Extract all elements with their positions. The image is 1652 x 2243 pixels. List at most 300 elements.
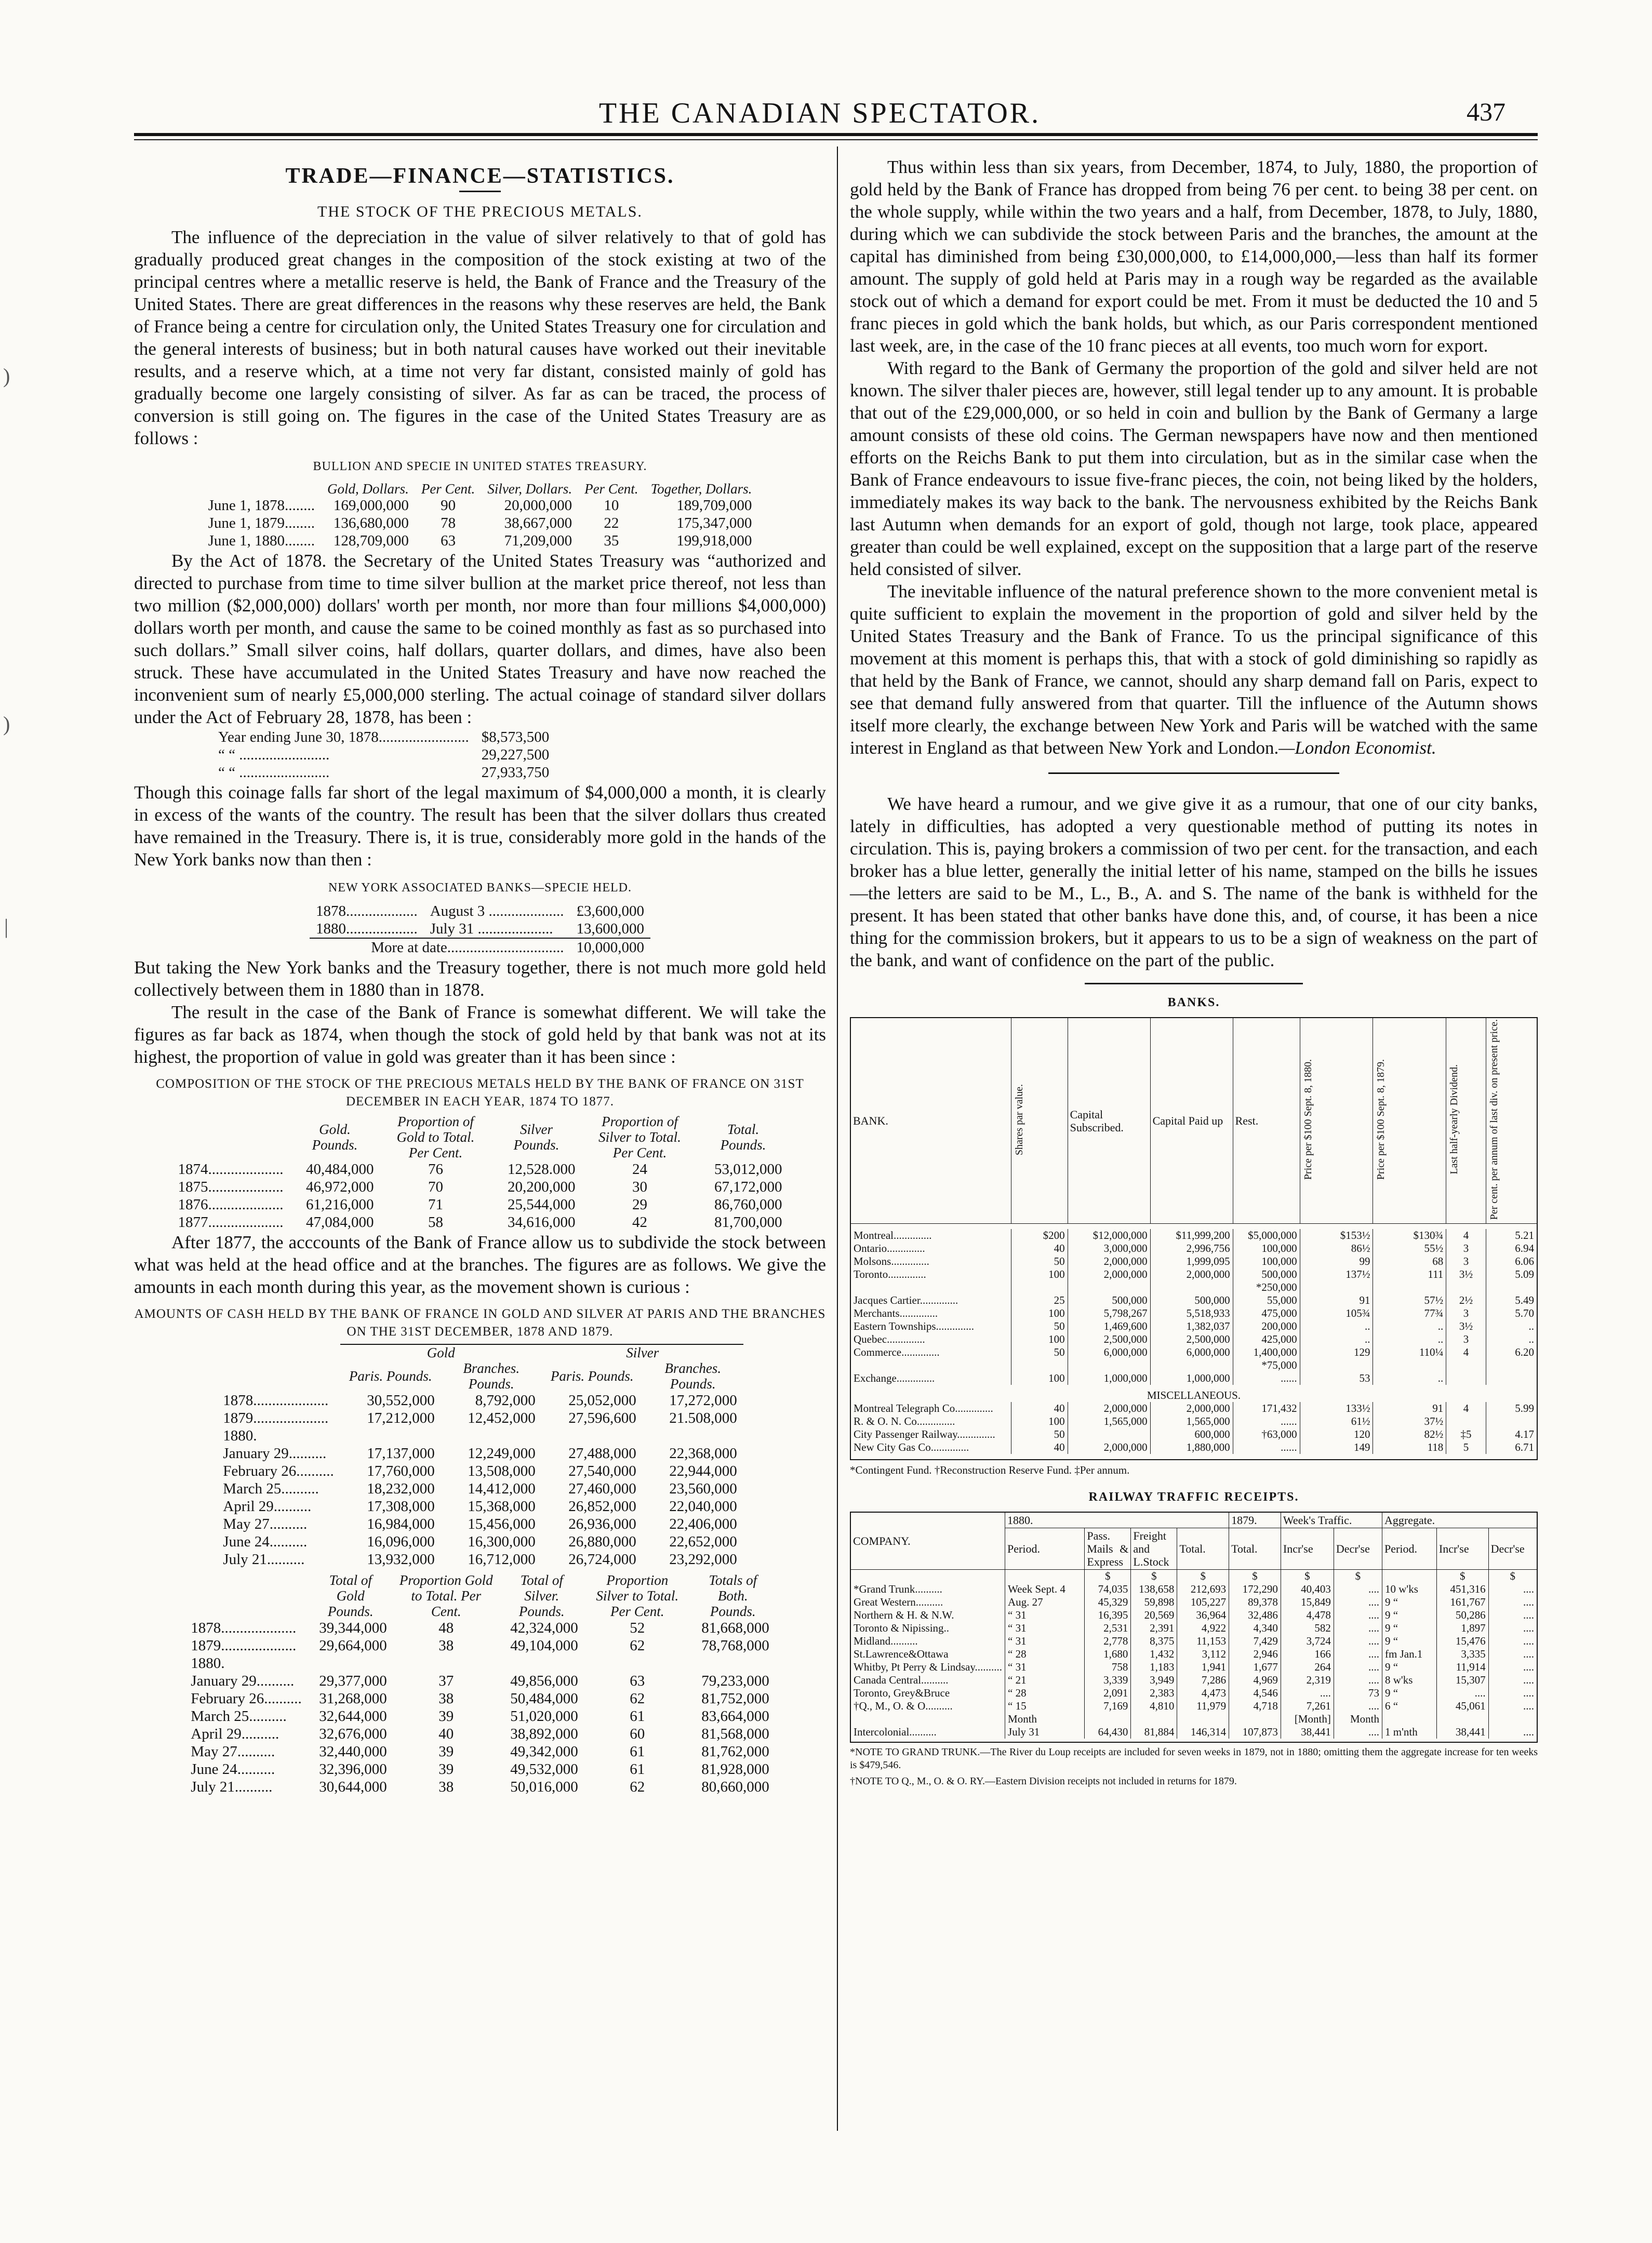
table-cell: .... — [1281, 1687, 1334, 1700]
table-cell: 2,391 — [1131, 1622, 1177, 1635]
table-cell: “ “ ........................ — [218, 764, 330, 781]
table-cell: 14,412,000 — [468, 1480, 536, 1497]
table-cell: 52 — [630, 1620, 645, 1636]
table-cell: 3,112 — [1177, 1648, 1229, 1661]
table-cell: 1875.................... — [178, 1179, 284, 1195]
table-cell: 1,680 — [1085, 1648, 1131, 1661]
table-cell — [1068, 1281, 1150, 1294]
table-group-row — [217, 1344, 743, 1360]
table-cell: 172,290 — [1229, 1583, 1281, 1596]
table-cell: 2,319 — [1281, 1674, 1334, 1687]
table-cell: 25,052,000 — [568, 1392, 636, 1409]
table-cell: 6,000,000 — [1068, 1346, 1150, 1359]
table-row — [850, 1713, 1537, 1726]
table-cell: 38 — [438, 1690, 454, 1707]
table-cell: 38 — [438, 1637, 454, 1654]
table-cell: 4,478 — [1281, 1609, 1334, 1622]
table-row — [850, 1320, 1537, 1333]
table-cell: 27,488,000 — [568, 1445, 636, 1462]
table-cell — [584, 1654, 690, 1672]
table-cell: 38,667,000 — [504, 515, 572, 531]
table-cell: 68 — [1373, 1255, 1446, 1268]
table-cell: 12,528.000 — [508, 1161, 576, 1178]
column-header: Total. Pounds. — [720, 1122, 766, 1153]
table-row — [850, 1622, 1537, 1635]
table-cell: 22,040,000 — [669, 1498, 737, 1515]
paragraph: With regard to the Bank of Germany the proportion of the gold and silver held are not known. The silver thaler pieces are, however, still legal tender up to any amount. It is probable that out of the £29,000,000, or so held in coin and bullion by the Bank of Germany a large amount consists of these old coins. The German newspapers have now and then mentioned efforts on the Reichs Bank to put them into circulation, but as in the similar case when the Bank of France endeavours to issue five-franc pieces, the coin, not being liked by the holders, immediately makes its way back to the bank. The nervousness exhibited by the Reichs Bank last Autumn when demands for an export of gold, though not large, took place, appeared greater than could be well explained, except on the supposition that a large part of the reserve held consisted of silver. — [850, 358, 1538, 579]
right-column — [850, 156, 1538, 1791]
table-cell: 5.99 — [1486, 1402, 1537, 1415]
table-row — [850, 1726, 1537, 1739]
table-cell: $11,999,200 — [1150, 1229, 1233, 1242]
table-cell: 36,964 — [1177, 1609, 1229, 1622]
treasury-table — [202, 481, 758, 550]
table-row — [850, 1242, 1537, 1255]
table-cell: 4,810 — [1131, 1700, 1177, 1713]
table-cell: Great Western.......... — [850, 1596, 1005, 1609]
table-cell — [1150, 1281, 1233, 1294]
table-cell: 29,664,000 — [319, 1637, 387, 1654]
table-cell: $12,000,000 — [1068, 1229, 1150, 1242]
table-cell: $ — [1177, 1570, 1229, 1583]
table-cell: 99 — [1300, 1255, 1373, 1268]
table-row — [850, 1359, 1537, 1372]
table-cell: 2,091 — [1085, 1687, 1131, 1700]
table-cell: Montreal.............. — [850, 1229, 1011, 1242]
paragraph: By the Act of 1878. the Secretary of the United States Treasury was “authorized and directed to purchase from time to time silver bullion at the market price thereof, not less than two million ($2,000,000) dollars' worth per month, nor more than four millions $4,000,000) dollars worth per month, and cause the same to be coined monthly as fast as so purchased into such dollars.” Small silver coins, half dollars, quarter dollars, and dimes, have also been struck. These have accumulated in the United States Treasury and have now reached the inconvenient sum of nearly £5,000,000 sterling. The actual coinage of standard silver dollars under the Act of February 28, 1878, has been : — [134, 551, 826, 727]
table-cell: .. — [1486, 1320, 1537, 1333]
table-cell: 451,316 — [1436, 1583, 1488, 1596]
table-cell: 50,016,000 — [510, 1779, 578, 1795]
table-row — [217, 1498, 743, 1515]
table-cell: 77¾ — [1373, 1307, 1446, 1320]
table-row — [850, 1255, 1537, 1268]
table-cell — [308, 1654, 393, 1672]
table-cell: May 27.......... — [191, 1743, 275, 1760]
table-cell: Northern & H. & N.W. — [850, 1609, 1005, 1622]
column-header: Capital Subscribed. — [1068, 1018, 1150, 1224]
table-cell: 4 — [1446, 1229, 1486, 1242]
table-cell: 5,518,933 — [1150, 1307, 1233, 1320]
column-header: Total. — [1229, 1528, 1281, 1570]
column-header: Incr'se — [1436, 1528, 1488, 1570]
table-cell: 166 — [1281, 1648, 1334, 1661]
table-cell: February 26.......... — [223, 1463, 334, 1479]
table-cell: “ 31 — [1005, 1622, 1085, 1635]
column-header — [184, 1572, 308, 1619]
table-cell: 146,314 — [1177, 1726, 1229, 1739]
table-row — [850, 1268, 1537, 1281]
table-row — [172, 1213, 789, 1231]
table-cell: 29,377,000 — [319, 1673, 387, 1689]
railway-table — [850, 1512, 1538, 1743]
column-header: Proportion of Gold to Total. Per Cent. — [396, 1114, 475, 1160]
column-header: Pass. Mails & Express — [1085, 1528, 1131, 1570]
table-cell: Canada Central.......... — [850, 1674, 1005, 1687]
table-cell: 81,668,000 — [701, 1620, 769, 1636]
table-cell: Exchange.............. — [850, 1372, 1011, 1385]
table-cell: 5.49 — [1486, 1294, 1537, 1307]
table-cell: 9 “ — [1382, 1622, 1437, 1635]
table-cell: 1879.................... — [191, 1637, 297, 1654]
column-header: Per Cent. — [421, 481, 475, 497]
table-cell — [1436, 1713, 1488, 1726]
table-cell: 11,153 — [1177, 1635, 1229, 1648]
table-cell: 111 — [1373, 1268, 1446, 1281]
table-cell — [441, 1427, 542, 1445]
table-cell: 26,724,000 — [568, 1551, 636, 1568]
table-cell: 61½ — [1300, 1415, 1373, 1428]
rail-table-caption: RAILWAY TRAFFIC RECEIPTS. — [1088, 1490, 1299, 1504]
table-cell: 9 “ — [1382, 1596, 1437, 1609]
table-cell: 50 — [1011, 1255, 1068, 1268]
table-row — [850, 1428, 1537, 1441]
table-cell: Toronto, Grey&Bruce — [850, 1687, 1005, 1700]
page-header — [134, 97, 1506, 128]
bank-of-france-table — [172, 1114, 789, 1231]
table-cell: “ 31 — [1005, 1635, 1085, 1648]
paragraph-text: The inevitable influence of the natural preference shown to the more convenient metal is quite sufficient to explain the movement in the proportion of gold and silver held by the United States Treasury and the Bank of France. To us the principal significance of this movement at this moment is perhaps this, that with a stock of gold diminishing so rapidly as that held by the Bank of France, we cannot, should any sharp demand fall on Paris, expect to see that demand fully answered from that quarter. Till the influence of the Autumn shows itself more clearly, the exchange between New York and Paris will be watched with the same interest in England as that between New York and London. — [850, 581, 1538, 758]
table-cell: 189,709,000 — [676, 497, 752, 514]
table-cell: 70 — [428, 1179, 443, 1195]
table-cell: 40 — [1011, 1441, 1068, 1454]
table-cell — [1486, 1281, 1537, 1294]
column-header — [217, 1360, 340, 1392]
table-cell: 1879.................... — [223, 1410, 329, 1426]
column-header: Incr'se — [1281, 1528, 1334, 1570]
table-cell — [850, 1570, 1005, 1583]
table-cell: 129 — [1300, 1346, 1373, 1359]
table-cell: Montreal Telegraph Co.............. — [850, 1402, 1011, 1415]
table-row — [850, 1402, 1537, 1415]
table-cell: 15,849 — [1281, 1596, 1334, 1609]
column-header — [172, 1114, 290, 1160]
table-cell: 2,531 — [1085, 1622, 1131, 1635]
table-cell: 199,918,000 — [676, 532, 752, 549]
table-cell: 5.70 — [1486, 1307, 1537, 1320]
table-row — [850, 1385, 1537, 1402]
table-cell: May 27.......... — [223, 1516, 308, 1532]
table-cell: 17,308,000 — [367, 1498, 435, 1515]
table-cell: 64,430 — [1085, 1726, 1131, 1739]
table-cell: 26,852,000 — [568, 1498, 636, 1515]
column-divider — [837, 146, 838, 2131]
table-cell: ...... — [1233, 1415, 1300, 1428]
banks-table-caption: BANKS. — [1167, 996, 1220, 1009]
table-cell: 16,712,000 — [468, 1551, 536, 1568]
table-header-row — [202, 481, 758, 497]
table-cell: 26,880,000 — [568, 1533, 636, 1550]
table-cell: 22,652,000 — [669, 1533, 737, 1550]
column-header: Decr'se — [1488, 1528, 1537, 1570]
table-cell: 4,340 — [1229, 1622, 1281, 1635]
table-cell — [542, 1427, 643, 1445]
table-row — [184, 1690, 775, 1707]
table-cell: Month — [1005, 1713, 1085, 1726]
table-row — [850, 1294, 1537, 1307]
table-cell: Ontario.............. — [850, 1242, 1011, 1255]
table-row — [850, 1441, 1537, 1454]
table-cell: 3,949 — [1131, 1674, 1177, 1687]
table-cell: 27,540,000 — [568, 1463, 636, 1479]
table-cell: R. & O. N. Co.............. — [850, 1415, 1011, 1428]
table-cell: Eastern Townships.............. — [850, 1320, 1011, 1333]
column-header: Totals of Both. Pounds. — [709, 1572, 757, 1619]
column-header: Proportion Gold to Total. Per Cent. — [399, 1572, 493, 1619]
table-cell: 3,000,000 — [1068, 1242, 1150, 1255]
table-cell: £3,600,000 — [576, 903, 645, 919]
table-cell: 1880................... — [315, 920, 418, 937]
table-row — [212, 764, 555, 781]
table-row — [217, 1515, 743, 1533]
table-cell: 15,368,000 — [468, 1498, 536, 1515]
table-cell: $153½ — [1300, 1229, 1373, 1242]
table-cell: 67,172,000 — [714, 1179, 782, 1195]
table-row — [184, 1707, 775, 1725]
table-cell: 63 — [630, 1673, 645, 1689]
table-header-row — [217, 1360, 743, 1392]
table-cell: 79,233,000 — [701, 1673, 769, 1689]
table-cell: 5,798,267 — [1068, 1307, 1150, 1320]
table-cell: 500,000 — [1233, 1268, 1300, 1281]
table-caption: NEW YORK ASSOCIATED BANKS—SPECIE HELD. — [328, 881, 632, 894]
table-cell: 49,532,000 — [510, 1761, 578, 1778]
column-header: Rest. — [1233, 1018, 1300, 1224]
table-cell: 32,440,000 — [319, 1743, 387, 1760]
table-cell: 22 — [604, 515, 619, 531]
table-cell: 20,569 — [1131, 1609, 1177, 1622]
table-cell: 62 — [630, 1690, 645, 1707]
table-cell: 15,456,000 — [468, 1516, 536, 1532]
table-cell: 23,292,000 — [669, 1551, 737, 1568]
paragraph: Thus within less than six years, from December, 1874, to July, 1880, the proportion of gold held by the Bank of France has dropped from being 76 per cent. to being 38 per cent. on the whole supply, while within the two years and a half, from December, 1878, to July, 1880, during which we can subdivide the stock between Paris and the branches, the amount at the capital has diminished from being £30,000,000, to £14,000,000,—less than half its former amount. The supply of gold held at Paris may in a rough way be regarded as the available stock out of which a demand for export could be met. From it must be deducted the 10 and 5 franc pieces in gold which the bank holds, but which, as our Paris correspondent mentioned last week, are, in the case of the 10 franc pieces at all events, too much worn for export. — [850, 157, 1538, 356]
column-header: Capital Paid up — [1150, 1018, 1233, 1224]
table-cell: July 21.......... — [191, 1779, 273, 1795]
table-cell: 138,658 — [1131, 1583, 1177, 1596]
table-cell: 83,664,000 — [701, 1708, 769, 1725]
table-cell: 2,946 — [1229, 1648, 1281, 1661]
margin-mark: ) — [3, 712, 10, 736]
table-cell: 500,000 — [1068, 1294, 1150, 1307]
column-header: Aggregate. — [1382, 1512, 1538, 1528]
table-cell: March 25.......... — [223, 1480, 319, 1497]
table-row — [172, 1178, 789, 1196]
table-cell: *75,000 — [1233, 1359, 1300, 1372]
table-cell: 5.09 — [1486, 1268, 1537, 1281]
table-cell: 81,568,000 — [701, 1726, 769, 1742]
column-header: Last half-yearly Dividend. — [1448, 1064, 1460, 1174]
header-rule-thick — [134, 133, 1538, 136]
column-header: Total. — [1177, 1528, 1229, 1570]
table-cell — [1229, 1713, 1281, 1726]
table-row — [172, 1160, 789, 1178]
table-cell: 46,972,000 — [306, 1179, 374, 1195]
margin-mark: ) — [3, 364, 10, 388]
railway-note: *NOTE TO GRAND TRUNK.—The River du Loup receipts are included for seven weeks in 1879, not in 1880; omitting them the aggregate increase for ten weeks is $479,546. — [850, 1746, 1538, 1771]
table-row — [217, 1445, 743, 1462]
table-cell: 22,406,000 — [669, 1516, 737, 1532]
table-header-row — [172, 1114, 789, 1160]
column-header: Silver, Dollars. — [487, 481, 572, 497]
table-cell: 7,169 — [1085, 1700, 1131, 1713]
table-cell — [1446, 1372, 1486, 1385]
table-cell: *250,000 — [1233, 1281, 1300, 1294]
table-cell: 81,700,000 — [714, 1214, 782, 1231]
table-cell: 32,486 — [1229, 1609, 1281, 1622]
table-cell: .... — [1334, 1596, 1382, 1609]
table-header-row — [850, 1018, 1537, 1224]
table-cell: 4 — [1446, 1402, 1486, 1415]
table-cell: Whitby, Pt Perry & Lindsay.......... — [850, 1661, 1005, 1674]
table-cell: 45,329 — [1085, 1596, 1131, 1609]
table-cell: 9 “ — [1382, 1661, 1437, 1674]
table-row — [850, 1281, 1537, 1294]
table-cell: 212,693 — [1177, 1583, 1229, 1596]
table-cell: 91 — [1373, 1402, 1446, 1415]
table-cell: 1880. — [223, 1427, 257, 1444]
table-cell: 81,762,000 — [701, 1743, 769, 1760]
table-cell — [1068, 1428, 1150, 1441]
table-cell — [1486, 1415, 1537, 1428]
table-cell: 1,880,000 — [1150, 1441, 1233, 1454]
table-cell: 4,718 — [1229, 1700, 1281, 1713]
table-cell: City Passenger Railway.............. — [850, 1428, 1011, 1441]
table-row — [850, 1346, 1537, 1359]
table-cell: .... — [1334, 1635, 1382, 1648]
table-cell: 59,898 — [1131, 1596, 1177, 1609]
table-cell: 161,767 — [1436, 1596, 1488, 1609]
table-cell: 118 — [1373, 1441, 1446, 1454]
article-divider — [1085, 983, 1303, 984]
table-cell: $5,000,000 — [1233, 1229, 1300, 1242]
table-cell: 89,378 — [1229, 1596, 1281, 1609]
table-cell: 38,441 — [1281, 1726, 1334, 1739]
table-cell: $ — [1334, 1570, 1382, 1583]
table-cell: $ — [1131, 1570, 1177, 1583]
table-row — [217, 1533, 743, 1551]
table-cell: 73 — [1334, 1687, 1382, 1700]
table-cell: June 1, 1880........ — [208, 532, 315, 549]
table-row — [850, 1648, 1537, 1661]
table-row — [184, 1743, 775, 1760]
table-cell: 1876.................... — [178, 1196, 284, 1213]
table-cell — [1446, 1281, 1486, 1294]
table-cell: 58 — [428, 1214, 443, 1231]
table-cell: April 29.......... — [191, 1726, 279, 1742]
table-cell: 475,000 — [1233, 1307, 1300, 1320]
table-cell: .. — [1373, 1333, 1446, 1346]
table-cell: 100 — [1011, 1268, 1068, 1281]
table-cell: 49,856,000 — [510, 1673, 578, 1689]
table-cell: 27,596,600 — [568, 1410, 636, 1426]
table-cell: 20,200,000 — [508, 1179, 576, 1195]
column-header: Freight and L.Stock — [1131, 1528, 1177, 1570]
column-header: Paris. Pounds. — [349, 1368, 432, 1384]
table-cell: 137½ — [1300, 1268, 1373, 1281]
table-cell: 53,012,000 — [714, 1161, 782, 1178]
table-cell — [1011, 1281, 1068, 1294]
table-cell: Merchants.............. — [850, 1307, 1011, 1320]
table-row — [184, 1778, 775, 1796]
table-cell: 2,778 — [1085, 1635, 1131, 1648]
table-cell: .... — [1334, 1622, 1382, 1635]
table-cell: 25,544,000 — [508, 1196, 576, 1213]
table-cell: .... — [1334, 1648, 1382, 1661]
table-cell: 18,232,000 — [367, 1480, 435, 1497]
table-cell: 20,000,000 — [504, 497, 572, 514]
table-cell — [643, 1427, 743, 1445]
table-row — [217, 1462, 743, 1480]
table-cell — [1382, 1713, 1437, 1726]
table-cell: 6 “ — [1382, 1700, 1437, 1713]
table-cell: 2,000,000 — [1068, 1441, 1150, 1454]
table-cell: 10 w'ks — [1382, 1583, 1437, 1596]
table-cell — [1177, 1713, 1229, 1726]
table-cell: 45,061 — [1436, 1700, 1488, 1713]
table-cell: $ — [1488, 1570, 1537, 1583]
table-cell: 100 — [1011, 1415, 1068, 1428]
table-cell: April 29.......... — [223, 1498, 312, 1515]
table-row — [202, 514, 758, 532]
table-cell: 1877.................... — [178, 1214, 284, 1231]
table-cell — [1486, 1372, 1537, 1385]
table-cell: July 31 — [1005, 1726, 1085, 1739]
table-cell: 5.21 — [1486, 1229, 1537, 1242]
table-row — [850, 1372, 1537, 1385]
table-cell: 3 — [1446, 1242, 1486, 1255]
table-cell: †63,000 — [1233, 1428, 1300, 1441]
table-row — [310, 938, 650, 956]
table-cell: ...... — [1233, 1372, 1300, 1385]
column-header: Silver Pounds. — [513, 1122, 559, 1153]
column-header: Decr'se — [1334, 1528, 1382, 1570]
table-row — [850, 1307, 1537, 1320]
table-cell: 74,035 — [1085, 1583, 1131, 1596]
table-cell: 76 — [428, 1161, 443, 1178]
table-cell: 6.06 — [1486, 1255, 1537, 1268]
table-cell: 600,000 — [1150, 1428, 1233, 1441]
table-cell: 1,382,037 — [1150, 1320, 1233, 1333]
table-cell: 1880. — [191, 1655, 225, 1672]
table-cell: $ — [1229, 1570, 1281, 1583]
table-cell: 120 — [1300, 1428, 1373, 1441]
table-cell: .... — [1334, 1609, 1382, 1622]
table-cell: .... — [1334, 1700, 1382, 1713]
table-cell: 200,000 — [1233, 1320, 1300, 1333]
column-header: Together, Dollars. — [650, 481, 752, 497]
table-cell: .. — [1373, 1372, 1446, 1385]
table-cell: 53 — [1300, 1372, 1373, 1385]
table-cell: 40,484,000 — [306, 1161, 374, 1178]
column-header: BANK. — [850, 1018, 1011, 1224]
column-header: Proportion Silver to Total. Per Cent. — [596, 1572, 679, 1619]
table-cell: 1,941 — [1177, 1661, 1229, 1674]
table-row — [184, 1654, 775, 1672]
table-row — [850, 1333, 1537, 1346]
table-cell: 16,096,000 — [367, 1533, 435, 1550]
table-cell — [340, 1427, 441, 1445]
table-cell: 1874.................... — [178, 1161, 284, 1178]
table-row — [217, 1551, 743, 1568]
table-cell: 61 — [630, 1708, 645, 1725]
table-cell — [1150, 1359, 1233, 1372]
table-cell: January 29.......... — [223, 1445, 327, 1462]
table-cell: 11,979 — [1177, 1700, 1229, 1713]
table-cell: June 24.......... — [223, 1533, 308, 1550]
column-header: Shares par value. — [1014, 1084, 1025, 1155]
table-cell: Midland.......... — [850, 1635, 1005, 1648]
table-cell: June 24.......... — [191, 1761, 275, 1778]
